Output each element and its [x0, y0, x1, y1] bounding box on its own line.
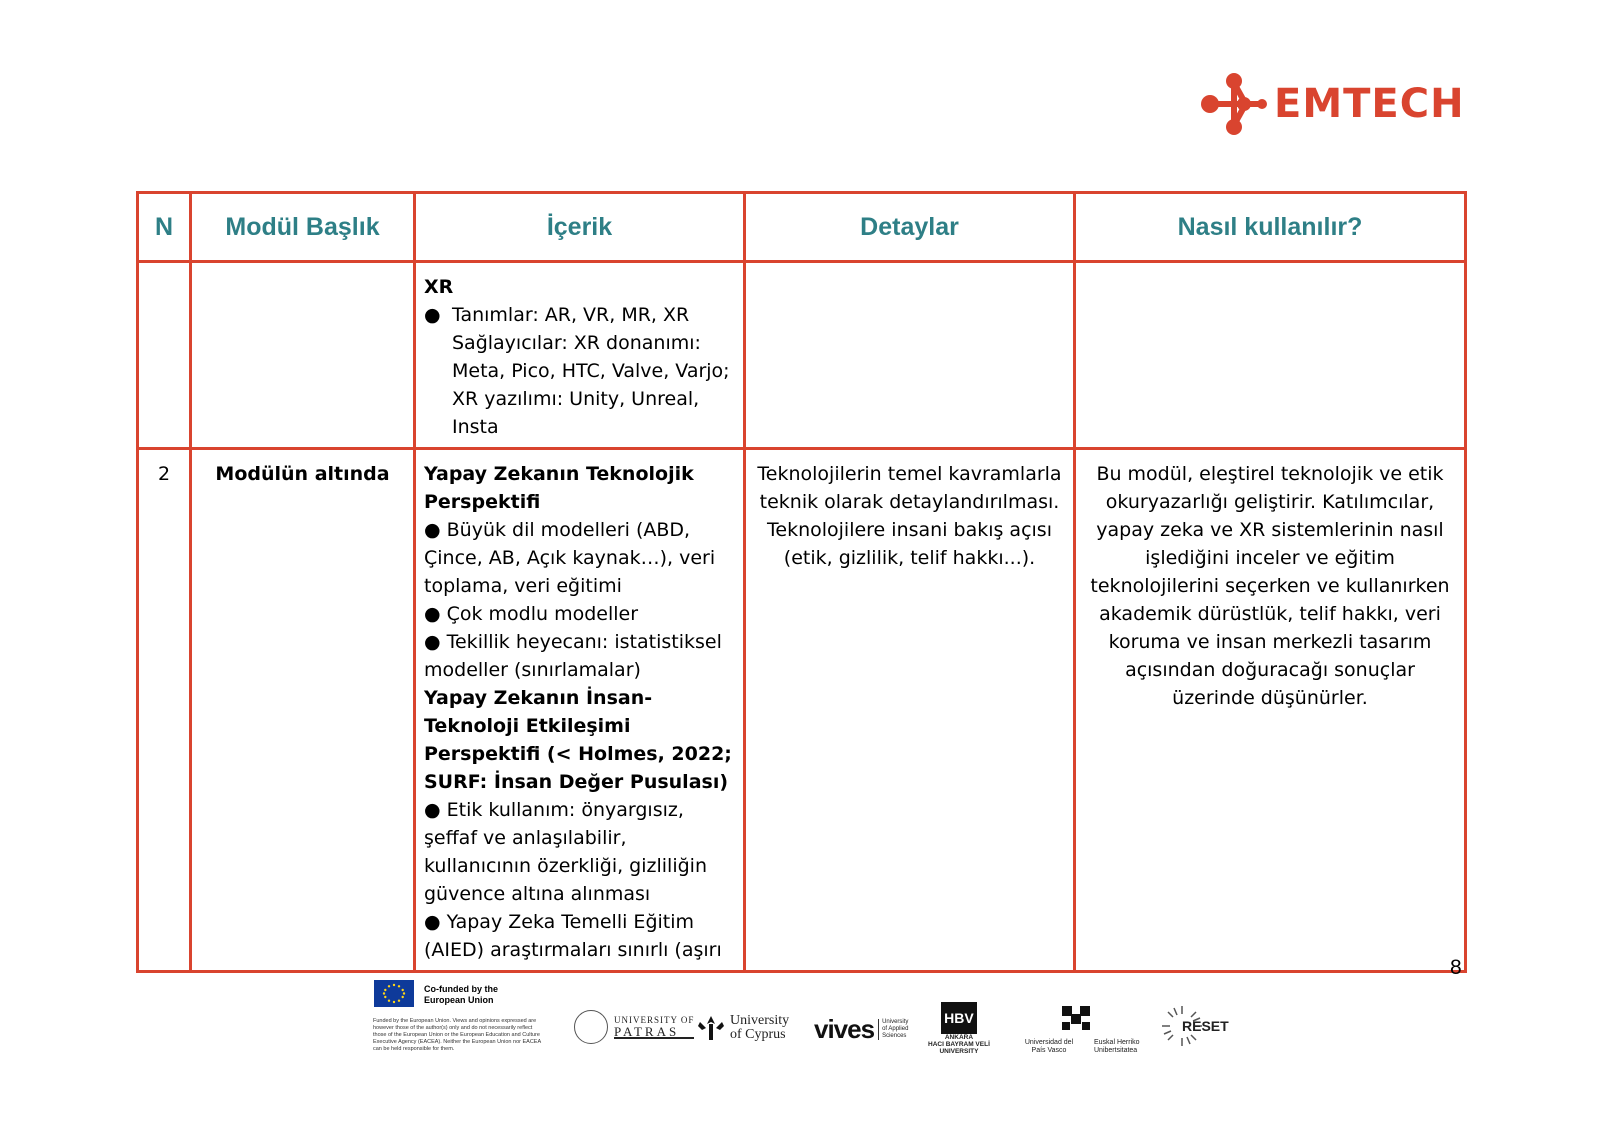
- hbv-mark: HBV: [941, 1002, 977, 1034]
- patras-seal-icon: [574, 1010, 608, 1044]
- footer-logos: [0, 980, 1600, 1100]
- cyprus-logo: [696, 1014, 789, 1042]
- row2-title: Modülün altında: [191, 449, 415, 972]
- bullet-icon: ●: [424, 304, 441, 326]
- row2-content: [415, 449, 745, 972]
- ehu-right: Euskal Herriko Unibertsitatea: [1094, 1039, 1140, 1054]
- patras-bottom: PATRAS: [614, 1024, 680, 1039]
- list-item: ● Tekillik heyecanı: istatistiksel modeller (sınırlamalar): [424, 631, 722, 681]
- row1-usage: [1075, 262, 1466, 449]
- hbv-line3: UNIVERSITY: [939, 1048, 979, 1055]
- logo-text: EMTECH: [1274, 81, 1465, 127]
- cyprus-line2: of Cyprus: [730, 1027, 786, 1042]
- eu-flag-icon: [374, 980, 414, 1007]
- hbv-line2: HACI BAYRAM VELİ: [928, 1041, 990, 1048]
- eu-cofunded-label: Co-funded by the European Union: [424, 984, 498, 1005]
- ehu-emblem-icon: [1058, 1002, 1094, 1032]
- eu-disclaimer: Funded by the European Union. Views and opinions expressed are however those of the author(s) only and do not necessarily reflect those of the European Union or the European Education and Culture Executive Agency (EACEA). Neither the European Union nor EACEA can be held responsible for them.: [373, 1018, 541, 1052]
- module-table: [136, 191, 1467, 973]
- cyprus-line1: University: [730, 1013, 790, 1028]
- row1-n: [138, 262, 191, 449]
- hbv-logo: [928, 1002, 990, 1055]
- header-details: Detaylar: [745, 193, 1075, 262]
- page-number: 8: [1450, 956, 1462, 979]
- reset-text: RESET: [1182, 1018, 1229, 1034]
- table-row: [138, 262, 1466, 449]
- table-row: [138, 449, 1466, 972]
- row2-usage: Bu modül, eleştirel teknolojik ve etik okuryazarlığı geliştirir. Katılımcılar, yapay zeka ve XR sistemlerinin nasıl işlediğini inceler ve eğitim teknolojilerini seçerken ve kullanırken akademik dürüstlük, telif hakkı, veri koruma ve insan merkezli tasarım açısından doğuracağı sonuçlar üzerinde düşünürler.: [1075, 449, 1466, 972]
- header-content: İçerik: [415, 193, 745, 262]
- cyprus-emblem-icon: [696, 1014, 726, 1042]
- table-header-row: [138, 193, 1466, 262]
- ehu-left: Universidad del País Vasco: [1024, 1039, 1074, 1054]
- list-item: ● Etik kullanım: önyargısız, şeffaf ve anlaşılabilir, kullanıcının özerkliği, gizliliğin güvence altına alınması: [424, 799, 707, 905]
- header-usage: Nasıl kullanılır?: [1075, 193, 1466, 262]
- vives-small: University of Applied Sciences: [878, 1019, 914, 1040]
- content-heading-tech: Yapay Zekanın Teknolojik Perspektifi: [424, 463, 694, 513]
- list-item: ● Çok modlu modeller: [424, 603, 639, 625]
- patras-logo: [574, 1010, 694, 1044]
- row1-content: [415, 262, 745, 449]
- list-item: ● Büyük dil modelleri (ABD, Çince, AB, Açık kaynak…), veri toplama, veri eğitimi: [424, 519, 716, 597]
- xr-bullet-text: Tanımlar: AR, VR, MR, XR Sağlayıcılar: XR donanımı: Meta, Pico, HTC, Valve, Varjo; XR yazılımı: Unity, Unreal, Insta: [452, 304, 730, 438]
- row2-details: Teknolojilerin temel kavramlarla teknik olarak detaylandırılması. Teknolojilere insani bakış açısı (etik, gizlilik, telif hakkı...).: [745, 449, 1075, 972]
- reset-logo: [1160, 1004, 1229, 1048]
- vives-logo: [814, 1014, 914, 1045]
- list-item: ● Yapay Zeka Temelli Eğitim (AIED) araştırmaları sınırlı (aşırı: [424, 911, 722, 961]
- row2-n: 2: [138, 449, 191, 972]
- vives-name: vives: [814, 1014, 875, 1044]
- header-module-title: Modül Başlık: [191, 193, 415, 262]
- content-heading-xr: XR: [424, 276, 454, 298]
- hbv-line1: ANKARA: [944, 1034, 974, 1041]
- list-item: [424, 301, 735, 441]
- molecule-icon: [1200, 69, 1270, 139]
- emtech-logo: [1200, 68, 1465, 140]
- ehu-logo: [1018, 1002, 1152, 1055]
- row1-title: [191, 262, 415, 449]
- row1-details: [745, 262, 1075, 449]
- header-n: N: [138, 193, 191, 262]
- content-heading-human: Yapay Zekanın İnsan-Teknoloji Etkileşimi Perspektifi (< Holmes, 2022; SURF: İnsan Değer Pusulası): [424, 687, 732, 793]
- patras-top: UNIVERSITY OF: [614, 1015, 695, 1025]
